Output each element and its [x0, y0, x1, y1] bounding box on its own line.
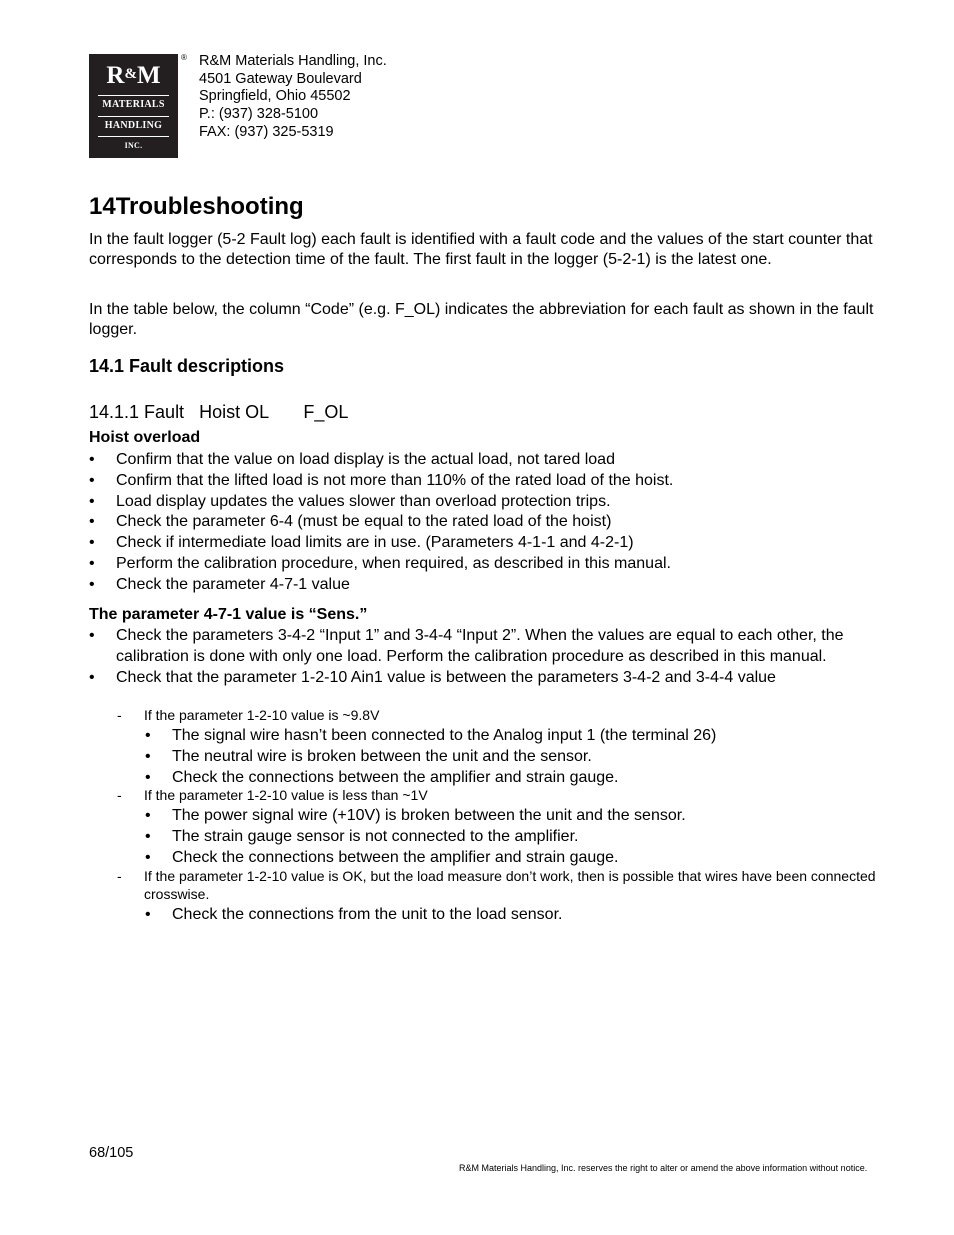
list-item: • Confirm that the lifted load is not more than 110% of the rated load of the hoist. — [89, 471, 889, 492]
subsection-heading: 14.1.1 Fault Hoist OL F_OL — [89, 402, 349, 422]
case-checks — [145, 905, 905, 926]
sens-heading: The parameter 4-7-1 value is “Sens.” — [89, 606, 368, 623]
registered-mark: ® — [181, 53, 187, 62]
intro-paragraph-2: In the table below, the column “Code” (e.g. F_OL) indicates the abbreviation for each fault as shown in the fault logger. — [89, 301, 874, 338]
address-phone: P.: (937) 328-5100 — [199, 106, 319, 123]
list-item: • The strain gauge sensor is not connected to the amplifier. — [145, 827, 905, 848]
list-item: • Check the connections between the amplifier and strain gauge. — [145, 768, 905, 789]
list-item: • Check the connections between the amplifier and strain gauge. — [145, 848, 905, 869]
list-item: • Check the parameter 6-4 (must be equal to the rated load of the hoist) — [89, 512, 889, 533]
logo-handling: HANDLING — [104, 120, 163, 131]
list-item: • The signal wire hasn’t been connected to the Analog input 1 (the terminal 26) — [145, 726, 905, 747]
sens-list — [89, 626, 889, 688]
list-item: • Load display updates the values slower than overload protection trips. — [89, 492, 889, 513]
list-item: • Check the connections from the unit to the load sensor. — [145, 905, 905, 926]
hoist-overload-list — [89, 450, 889, 596]
list-item: • Confirm that the value on load display is the actual load, not tared load — [89, 450, 889, 471]
footer-notice: R&M Materials Handling, Inc. reserves the right to alter or amend the above information without notice. — [459, 1163, 868, 1173]
list-item: • The power signal wire (+10V) is broken between the unit and the sensor. — [145, 806, 905, 827]
case-condition — [117, 706, 897, 724]
logo-materials: MATERIALS — [102, 99, 165, 110]
case-checks — [145, 726, 905, 788]
case-condition — [117, 786, 897, 804]
hoist-overload-heading: Hoist overload — [89, 429, 201, 446]
condition-text: If the parameter 1-2-10 value is OK, but the load measure don’t work, then is possible that wires have been connected crosswise. — [144, 868, 876, 902]
address-company: R&M Materials Handling, Inc. — [199, 53, 387, 69]
list-item: • Check the parameters 3-4-2 “Input 1” and 3-4-4 “Input 2”. When the values are equal to each other, the calibration is done with only one load. Perform the calibration procedure as described in this manual. — [89, 626, 889, 668]
case-condition — [117, 867, 897, 903]
intro-paragraph-1: In the fault logger (5-2 Fault log) each fault is identified with a fault code and the values of the start counter that corresponds to the detection time of the fault. The first fault in the logger (5-2-1) is the latest one. — [89, 231, 873, 268]
list-item: • Check that the parameter 1-2-10 Ain1 value is between the parameters 3-4-2 and 3-4-4 value — [89, 668, 889, 689]
logo-divider — [98, 136, 169, 137]
logo-divider — [98, 95, 169, 96]
list-item: • Check if intermediate load limits are in use. (Parameters 4-1-1 and 4-2-1) — [89, 533, 889, 554]
list-item: • Perform the calibration procedure, when required, as described in this manual. — [89, 554, 889, 575]
company-logo — [89, 54, 178, 158]
dash-marker: - — [117, 707, 122, 723]
company-address — [199, 53, 387, 142]
address-city: Springfield, Ohio 45502 — [199, 88, 351, 105]
logo-rm: R&M — [106, 62, 161, 89]
address-street: 4501 Gateway Boulevard — [199, 70, 362, 87]
condition-text: If the parameter 1-2-10 value is less than ~1V — [144, 787, 428, 803]
condition-text: If the parameter 1-2-10 value is ~9.8V — [144, 707, 380, 723]
logo-divider — [98, 116, 169, 117]
list-item: • The neutral wire is broken between the unit and the sensor. — [145, 747, 905, 768]
address-fax: FAX: (937) 325-5319 — [199, 123, 334, 140]
page-title: 14Troubleshooting — [89, 193, 304, 220]
dash-marker: - — [117, 787, 122, 803]
page-number: 68/105 — [89, 1145, 134, 1161]
dash-marker: - — [117, 868, 122, 884]
case-checks — [145, 806, 905, 868]
logo-inc: INC. — [124, 141, 143, 150]
list-item: • Check the parameter 4-7-1 value — [89, 575, 889, 596]
section-heading: 14.1 Fault descriptions — [89, 356, 285, 376]
